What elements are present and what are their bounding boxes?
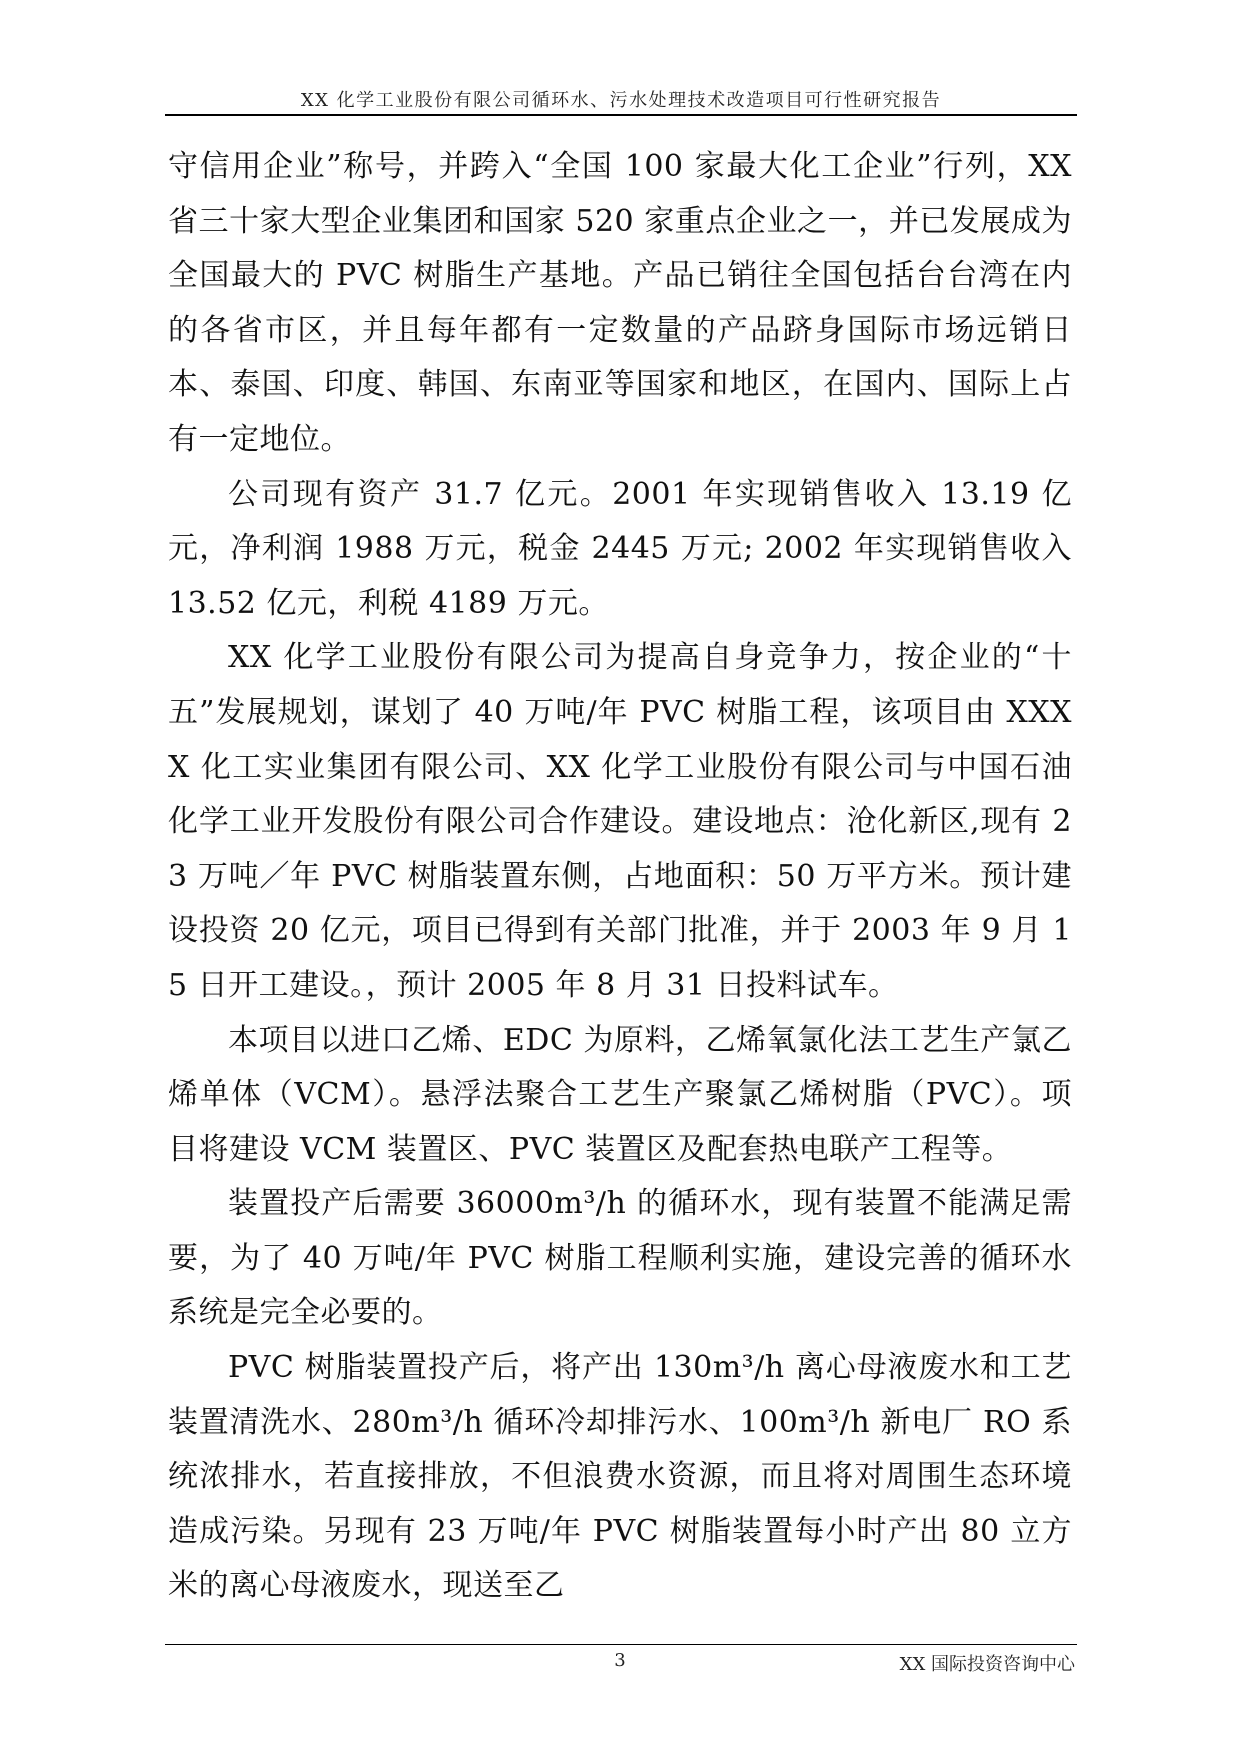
body-text bbox=[168, 140, 1072, 1614]
paragraph: XX 化学工业股份有限公司为提高自身竞争力，按企业的“十五”发展规划，谋划了 40 万吨/年 PVC 树脂工程，该项目由 XXXX 化工实业集团有限公司、XX 化学工业股份有限公司与中国石油化学工业开发股份有限公司合作建设。建设地点：沧化新区,现有 23 万吨／年 PVC 树脂装置东侧，占地面积：50 万平方米。预计建设投资 20 亿元，项目已得到有关部门批准，并于 2003 年 9 月 15 日开工建设。，预计 2005 年 8 月 31 日投料试车。 bbox=[168, 640, 1072, 1003]
paragraph: 本项目以进口乙烯、EDC 为原料，乙烯氧氯化法工艺生产氯乙烯单体（VCM）。悬浮法聚合工艺生产聚氯乙烯树脂（PVC）。项目将建设 VCM 装置区、PVC 装置区及配套热电联产工程等。 bbox=[168, 1022, 1072, 1167]
header-divider bbox=[165, 114, 1077, 116]
footer-organization: XX 国际投资咨询中心 bbox=[899, 1654, 1075, 1675]
footer-divider bbox=[165, 1644, 1077, 1645]
page-number: 3 bbox=[614, 1650, 626, 1671]
paragraph: 装置投产后需要 36000m³/h 的循环水，现有装置不能满足需要，为了 40 万吨/年 PVC 树脂工程顺利实施，建设完善的循环水系统是完全必要的。 bbox=[168, 1186, 1072, 1331]
page-header-title: XX 化学工业股份有限公司循环水、污水处理技术改造项目可行性研究报告 bbox=[300, 90, 942, 111]
paragraph: 公司现有资产 31.7 亿元。2001 年实现销售收入 13.19 亿元，净利润 1988 万元，税金 2445 万元; 2002 年实现销售收入 13.52 亿元，利税 4189 万元。 bbox=[168, 476, 1072, 621]
paragraph: 守信用企业”称号，并跨入“全国 100 家最大化工企业”行列，XX 省三十家大型企业集团和国家 520 家重点企业之一，并已发展成为全国最大的 PVC 树脂生产基地。产品已销往全国包括台台湾在内的各省市区，并且每年都有一定数量的产品跻身国际市场远销日本、泰国、印度、韩国、东南亚等国家和地区，在国内、国际上占有一定地位。 bbox=[168, 149, 1072, 457]
paragraph: PVC 树脂装置投产后，将产出 130m³/h 离心母液废水和工艺装置清洗水、280m³/h 循环冷却排污水、100m³/h 新电厂 RO 系统浓排水，若直接排放，不但浪费水资源，而且将对周围生态环境造成污染。另现有 23 万吨/年 PVC 树脂装置每小时产出 80 立方米的离心母液废水，现送至乙 bbox=[168, 1350, 1072, 1604]
